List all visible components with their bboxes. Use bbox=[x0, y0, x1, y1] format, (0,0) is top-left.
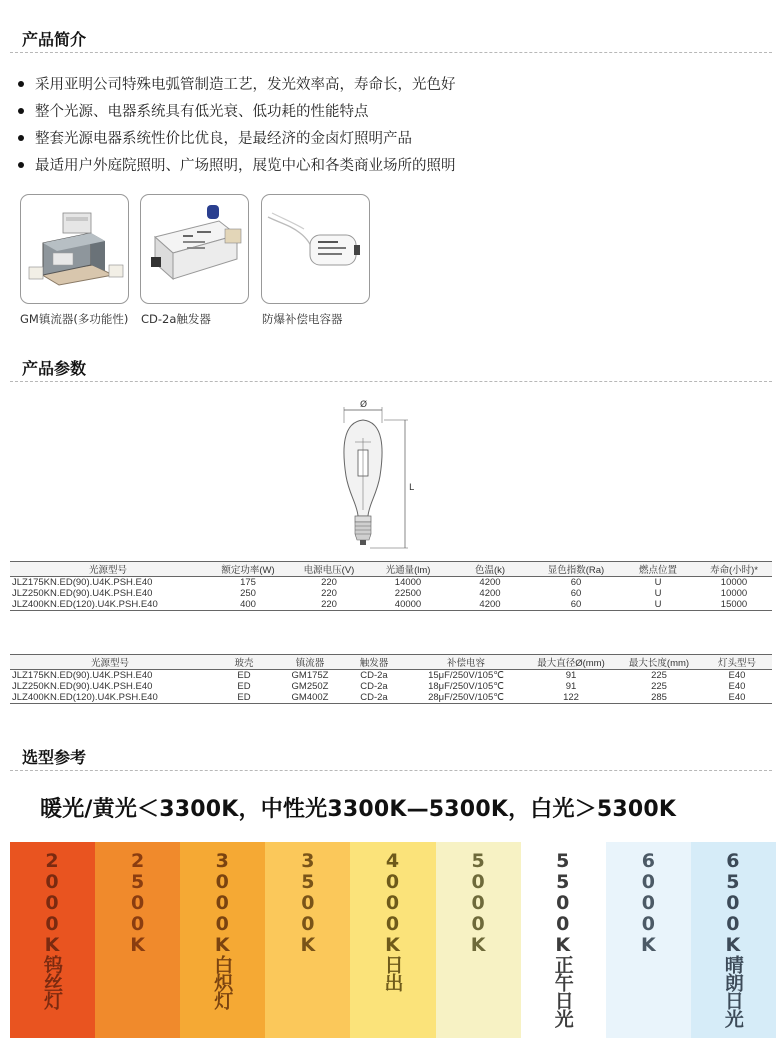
bullet-dot-icon bbox=[18, 108, 24, 114]
color-temperature-band bbox=[10, 842, 776, 1038]
color-temperature-label: 2500K bbox=[126, 850, 149, 955]
intro-divider bbox=[10, 52, 772, 53]
color-temperature-label: 3000K白炽灯 bbox=[211, 850, 234, 1009]
capacitor-icon bbox=[262, 195, 370, 304]
table-row: JLZ400KN.ED(120).U4K.PSH.E40 400 220 40000 4200 60 U 15000 bbox=[10, 599, 772, 611]
ballast-icon bbox=[21, 195, 129, 304]
feature-item: 整套光源电器系统性价比优良，是最经济的金卤灯照明产品 bbox=[16, 124, 756, 151]
color-temperature-label: 6000K bbox=[637, 850, 660, 955]
table-row: JLZ250KN.ED(90).U4K.PSH.E40 250 220 22500 4200 60 U 10000 bbox=[12, 588, 748, 599]
table-header-row: 光源型号 额定功率(W) 电源电压(V) 光通量(lm) 色温(k) 显色指数(Ra) 燃点位置 寿命(小时)* bbox=[10, 562, 772, 577]
product-caption: 防爆补偿电容器 bbox=[262, 312, 343, 326]
product-caption: GM镇流器(多功能性) bbox=[20, 312, 129, 326]
color-temperature-label: 2000K钨丝灯 bbox=[41, 850, 64, 1009]
table-header-row: 光源型号 玻壳 镇流器 触发器 补偿电容 最大直径Ø(mm) 最大长度(mm) 灯头型号 bbox=[10, 655, 772, 670]
selection-divider bbox=[10, 770, 772, 771]
bullet-dot-icon bbox=[18, 81, 24, 87]
product-thumb-capacitor bbox=[261, 194, 370, 304]
color-temperature-headline: 暖光/黄光＜3300K，中性光3300K—5300K，白光＞5300K bbox=[40, 797, 677, 822]
color-temperature-cell bbox=[350, 842, 435, 1038]
color-temperature-label: 5000K bbox=[467, 850, 490, 955]
feature-item: 整个光源、电器系统具有低光衰、低功耗的性能特点 bbox=[16, 97, 756, 124]
color-temperature-label: 5500K正午日光 bbox=[551, 850, 574, 1027]
diameter-label: Ø bbox=[360, 400, 368, 410]
spec-table-1 bbox=[10, 561, 772, 611]
color-temperature-cell bbox=[436, 842, 521, 1038]
table-row: JLZ250KN.ED(90).U4K.PSH.E40 ED GM250Z CD-2a 18μF/250V/105℃ 91 225 E40 bbox=[12, 681, 746, 692]
bulb-diagram bbox=[322, 398, 432, 553]
intro-title: 产品简介 bbox=[22, 30, 87, 49]
color-temperature-cell bbox=[691, 842, 776, 1038]
igniter-icon bbox=[141, 195, 249, 304]
product-thumb-ballast bbox=[20, 194, 129, 304]
color-temperature-label: 3500K bbox=[296, 850, 319, 955]
bullet-dot-icon bbox=[18, 162, 24, 168]
color-temperature-cell bbox=[180, 842, 265, 1038]
bullet-dot-icon bbox=[18, 135, 24, 141]
color-temperature-label: 4000K日出 bbox=[381, 850, 404, 991]
feature-item: 最适用户外庭院照明、广场照明，展览中心和各类商业场所的照明 bbox=[16, 151, 756, 178]
feature-list bbox=[16, 70, 756, 178]
length-label: L bbox=[409, 483, 415, 493]
color-temperature-cell bbox=[265, 842, 350, 1038]
product-thumb-igniter bbox=[140, 194, 249, 304]
params-divider bbox=[10, 381, 772, 382]
selection-title: 选型参考 bbox=[22, 748, 87, 767]
feature-item: 采用亚明公司特殊电弧管制造工艺，发光效率高，寿命长，光色好 bbox=[16, 70, 756, 97]
product-caption: CD-2a触发器 bbox=[141, 312, 211, 326]
bulb-drawing-icon bbox=[322, 398, 432, 553]
color-temperature-label: 6500K晴朗日光 bbox=[721, 850, 744, 1027]
color-temperature-cell bbox=[95, 842, 180, 1038]
table-row: JLZ175KN.ED(90).U4K.PSH.E40 175 220 14000 4200 60 U 10000 bbox=[12, 577, 748, 588]
color-temperature-cell bbox=[521, 842, 606, 1038]
table-row: JLZ175KN.ED(90).U4K.PSH.E40 ED GM175Z CD-2a 15μF/250V/105℃ 91 225 E40 bbox=[12, 670, 746, 681]
table-row: JLZ400KN.ED(120).U4K.PSH.E40 ED GM400Z CD-2a 28μF/250V/105℃ 122 285 E40 bbox=[10, 692, 772, 704]
color-temperature-cell bbox=[10, 842, 95, 1038]
spec-table-2 bbox=[10, 654, 772, 704]
params-title: 产品参数 bbox=[22, 359, 87, 378]
color-temperature-cell bbox=[606, 842, 691, 1038]
